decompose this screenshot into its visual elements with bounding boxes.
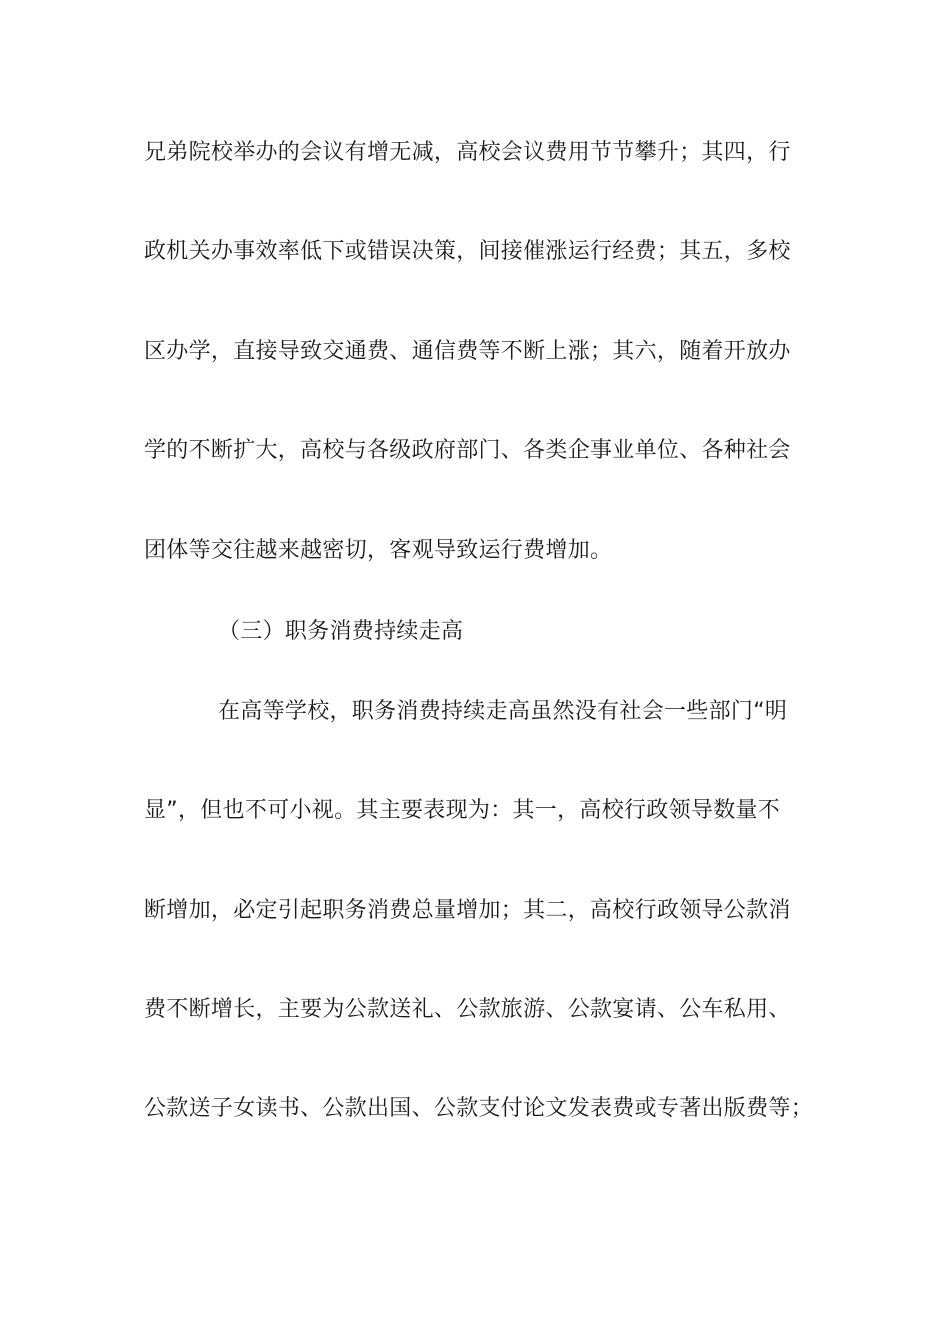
paragraph-line: 费不断增长，主要为公款送礼、公款旅游、公款宴请、公车私用、 bbox=[144, 997, 791, 1022]
section-heading: （三）职务消费持续走高 bbox=[218, 619, 464, 644]
paragraph-line: 公款送子女读书、公款出国、公款支付论文发表费或专著出版费等； bbox=[144, 1096, 814, 1121]
paragraph-line: 断增加，必定引起职务消费总量增加；其二，高校行政领导公款消 bbox=[144, 898, 791, 923]
paragraph-line: 学的不断扩大，高校与各级政府部门、各类企事业单位、各种社会 bbox=[144, 438, 791, 463]
paragraph-line: 显”，但也不可小视。其主要表现为：其一，高校行政领导数量不 bbox=[144, 798, 781, 823]
paragraph-line: 政机关办事效率低下或错误决策，间接催涨运行经费；其五，多校 bbox=[144, 239, 791, 264]
paragraph-line: 区办学，直接导致交通费、通信费等不断上涨；其六，随着开放办 bbox=[144, 339, 791, 364]
paragraph-line: 团体等交往越来越密切，客观导致运行费增加。 bbox=[144, 538, 613, 563]
paragraph-line: 在高等学校，职务消费持续走高虽然没有社会一些部门“明 bbox=[218, 699, 788, 724]
paragraph-line: 兄弟院校举办的会议有增无减，高校会议费用节节攀升；其四，行 bbox=[144, 140, 791, 165]
